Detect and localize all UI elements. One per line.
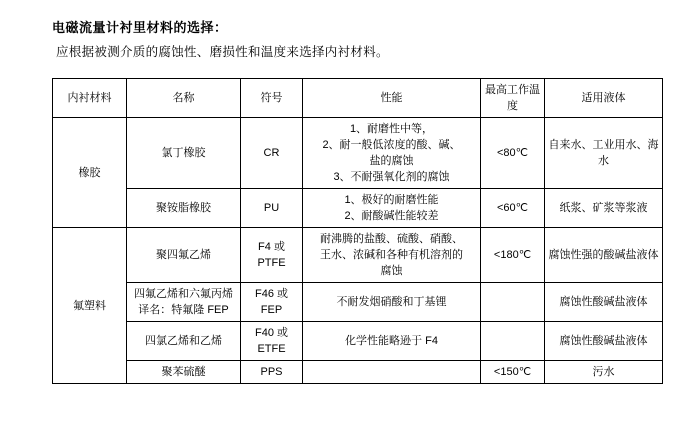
header-name: 名称 bbox=[127, 79, 241, 118]
group-label-fluoroplastic: 氟塑料 bbox=[53, 228, 127, 384]
material-symbol: F40 或 ETFE bbox=[241, 322, 303, 361]
group-label-rubber: 橡胶 bbox=[53, 118, 127, 228]
material-max-temp: <180℃ bbox=[481, 228, 545, 283]
material-symbol: CR bbox=[241, 118, 303, 189]
material-performance: 1、耐磨性中等， 2、耐一般低浓度的酸、碱、 盐的腐蚀 3、不耐强氧化剂的腐蚀 bbox=[303, 118, 481, 189]
material-performance: 化学性能略逊于 F4 bbox=[303, 322, 481, 361]
material-performance bbox=[303, 361, 481, 384]
material-max-temp bbox=[481, 322, 545, 361]
material-max-temp: <60℃ bbox=[481, 189, 545, 228]
material-max-temp bbox=[481, 283, 545, 322]
material-performance: 不耐发烟硝酸和丁基锂 bbox=[303, 283, 481, 322]
material-performance: 1、极好的耐磨性能 2、耐酸碱性能较差 bbox=[303, 189, 481, 228]
material-symbol: F4 或 PTFE bbox=[241, 228, 303, 283]
material-liquid: 纸浆、矿浆等浆液 bbox=[545, 189, 663, 228]
table-row bbox=[53, 283, 663, 322]
material-name: 四氟乙烯和六氟丙烯译名：特氟隆 FEP bbox=[127, 283, 241, 322]
material-liquid: 自来水、工业用水、海水 bbox=[545, 118, 663, 189]
material-symbol: F46 或 FEP bbox=[241, 283, 303, 322]
table-row bbox=[53, 228, 663, 283]
table-header-row bbox=[53, 79, 663, 118]
table-row bbox=[53, 361, 663, 384]
header-symbol: 符号 bbox=[241, 79, 303, 118]
material-symbol: PU bbox=[241, 189, 303, 228]
material-name: 氯丁橡胶 bbox=[127, 118, 241, 189]
material-name: 聚铵脂橡胶 bbox=[127, 189, 241, 228]
header-performance: 性能 bbox=[303, 79, 481, 118]
material-liquid: 污水 bbox=[545, 361, 663, 384]
material-liquid: 腐蚀性强的酸碱盐液体 bbox=[545, 228, 663, 283]
table-row bbox=[53, 118, 663, 189]
material-liquid: 腐蚀性酸碱盐液体 bbox=[545, 283, 663, 322]
table-row bbox=[53, 189, 663, 228]
material-liquid: 腐蚀性酸碱盐液体 bbox=[545, 322, 663, 361]
material-max-temp: <80℃ bbox=[481, 118, 545, 189]
material-name: 四氯乙烯和乙烯 bbox=[127, 322, 241, 361]
page-subtitle: 应根据被测介质的腐蚀性、磨损性和温度来选择内衬材料。 bbox=[56, 45, 389, 59]
table-row bbox=[53, 322, 663, 361]
material-name: 聚苯硫醚 bbox=[127, 361, 241, 384]
material-max-temp: <150℃ bbox=[481, 361, 545, 384]
header-lining: 内衬材料 bbox=[53, 79, 127, 118]
material-performance: 耐沸腾的盐酸、硫酸、硝酸、 王水、浓碱和各种有机溶剂的 腐蚀 bbox=[303, 228, 481, 283]
header-max-temp: 最高工作温度 bbox=[481, 79, 545, 118]
header-liquid: 适用液体 bbox=[545, 79, 663, 118]
material-symbol: PPS bbox=[241, 361, 303, 384]
page-title: 电磁流量计衬里材料的选择： bbox=[52, 20, 228, 35]
material-name: 聚四氟乙烯 bbox=[127, 228, 241, 283]
lining-material-table bbox=[52, 78, 663, 384]
